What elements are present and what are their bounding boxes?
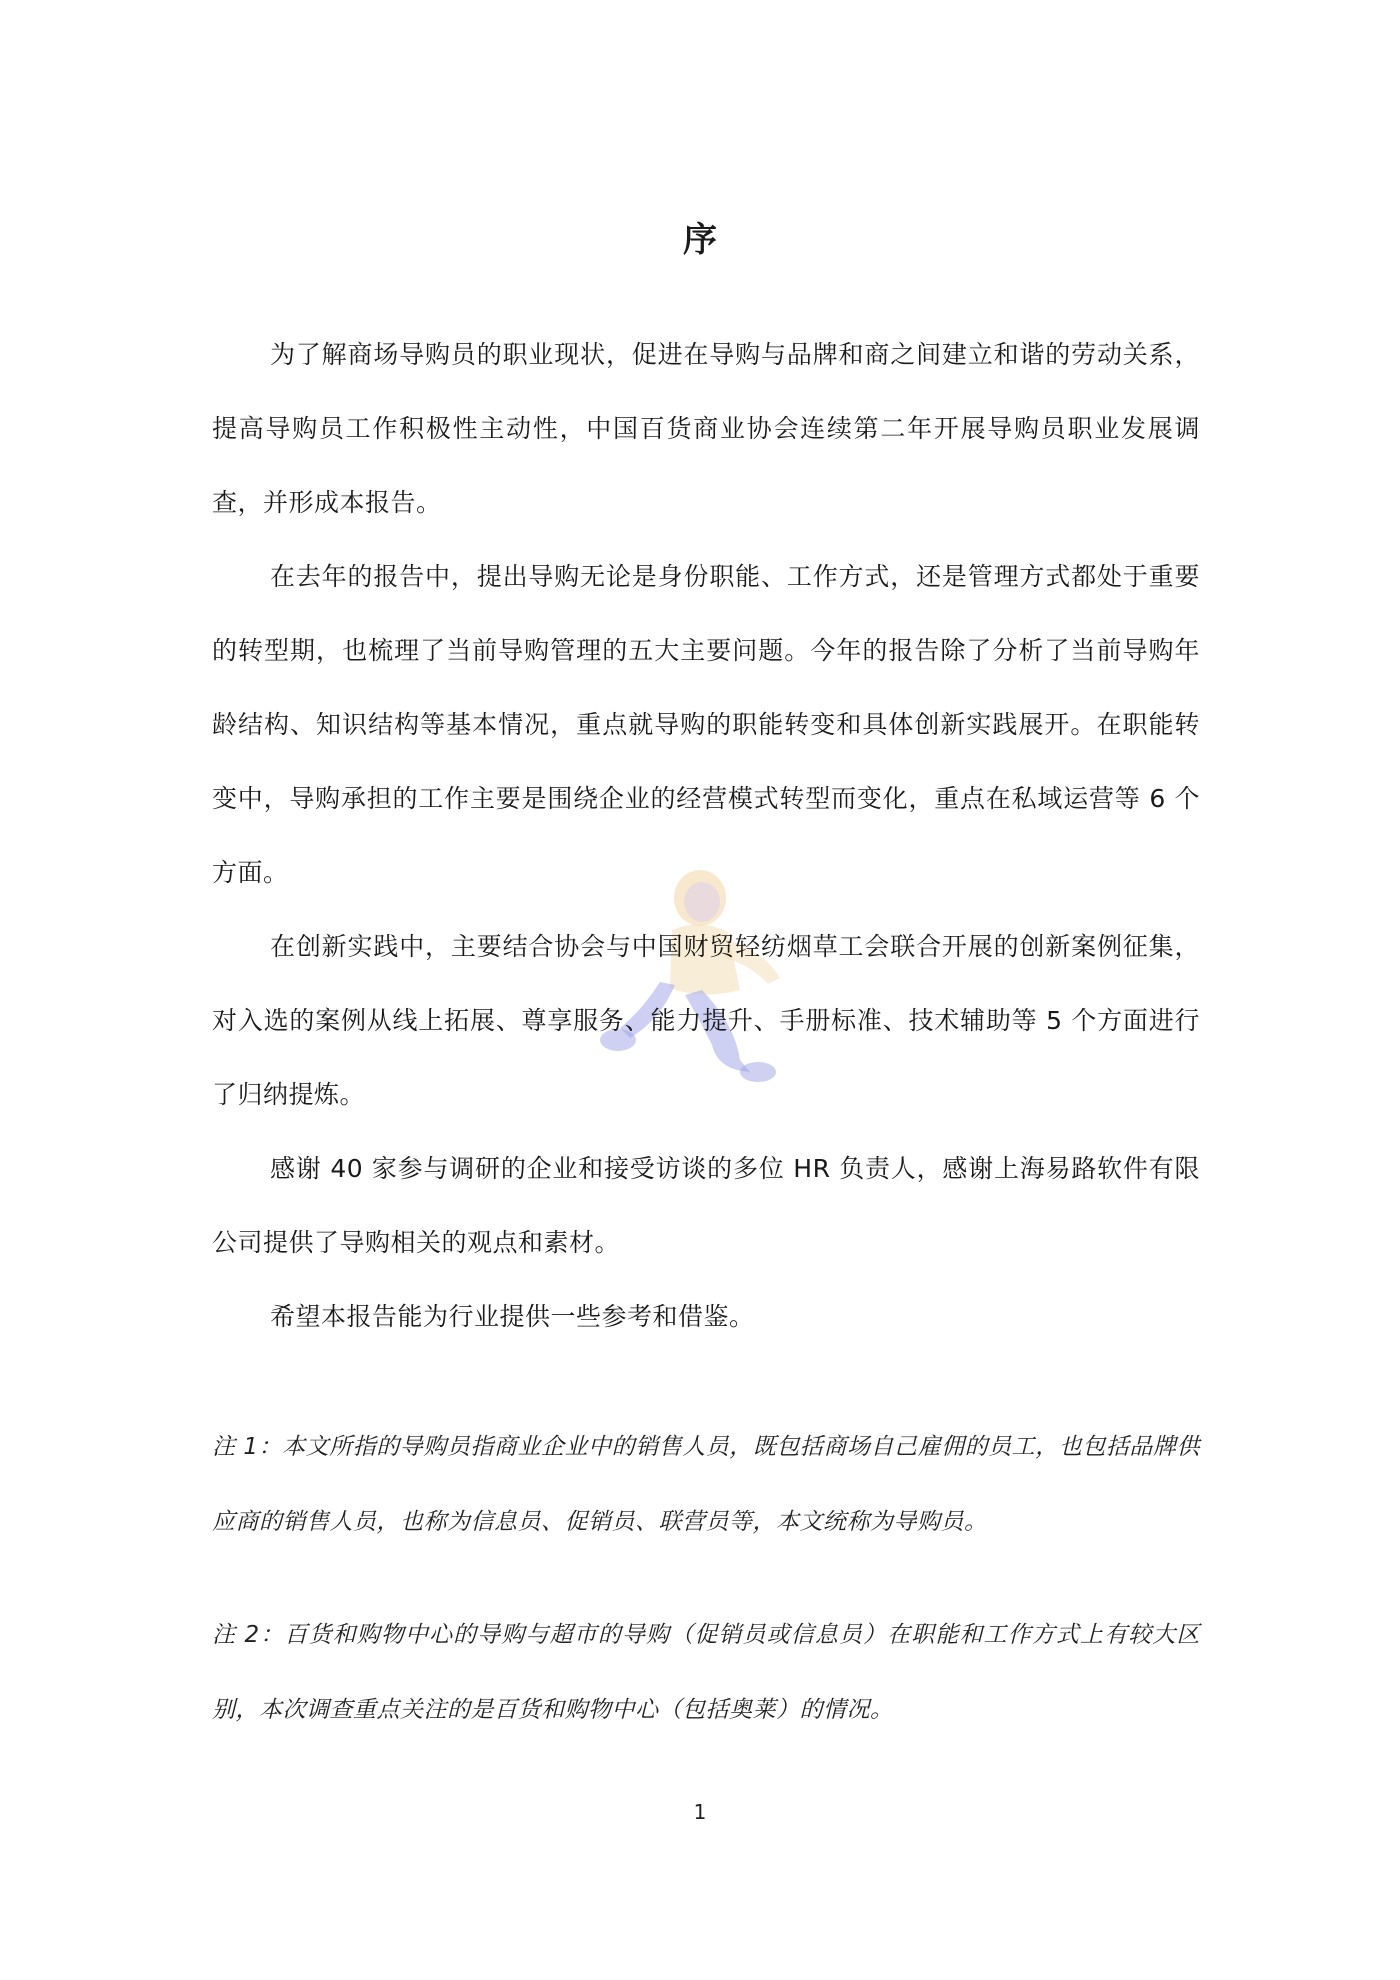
page-number: 1: [693, 1800, 707, 1824]
paragraph: 为了解商场导购员的职业现状，促进在导购与品牌和商之间建立和谐的劳动关系，提高导购员工作积极性主动性，中国百货商业协会连续第二年开展导购员职业发展调查，并形成本报告。: [212, 340, 1200, 517]
footnote: 注 2：百货和购物中心的导购与超市的导购（促销员或信息员）在职能和工作方式上有较大区别，本次调查重点关注的是百货和购物中心（包括奥莱）的情况。: [212, 1622, 1200, 1723]
paragraph: 在创新实践中，主要结合协会与中国财贸轻纺烟草工会联合开展的创新案例征集，对入选的案例从线上拓展、尊享服务、能力提升、手册标准、技术辅助等 5 个方面进行了归纳提炼。: [212, 932, 1200, 1109]
page-title: 序: [683, 220, 717, 260]
body-text: [212, 318, 1200, 1354]
paragraph: 在去年的报告中，提出导购无论是身份职能、工作方式，还是管理方式都处于重要的转型期，也梳理了当前导购管理的五大主要问题。今年的报告除了分析了当前导购年龄结构、知识结构等基本情况，重点就导购的职能转变和具体创新实践展开。在职能转变中，导购承担的工作主要是围绕企业的经营模式转型而变化，重点在私域运营等 6 个方面。: [212, 562, 1200, 887]
paragraph: 感谢 40 家参与调研的企业和接受访谈的多位 HR 负责人，感谢上海易路软件有限公司提供了导购相关的观点和素材。: [212, 1154, 1200, 1257]
footnotes: [212, 1410, 1200, 1786]
footnote: 注 1：本文所指的导购员指商业企业中的销售人员，既包括商场自己雇佣的员工，也包括品牌供应商的销售人员，也称为信息员、促销员、联营员等，本文统称为导购员。: [212, 1434, 1200, 1535]
paragraph: 希望本报告能为行业提供一些参考和借鉴。: [270, 1302, 755, 1331]
